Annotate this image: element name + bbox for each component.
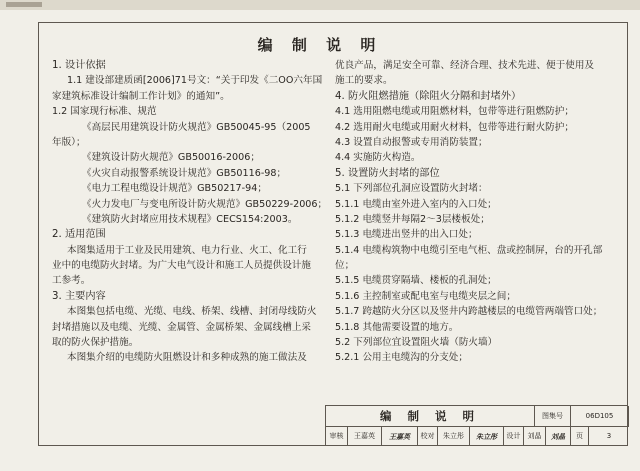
text-line: 5.1.4 电缆构筑物中电缆引至电气柜、盘或控制屏，台的开孔部 [335, 244, 603, 256]
section-heading: 4. 防火阻燃措施（除阻火分隔和封堵外） [335, 90, 522, 102]
right-text-column [335, 58, 625, 366]
top-mark [6, 2, 42, 7]
checker-name: 朱立彤 [438, 427, 470, 446]
text-line: 本图集介绍的电缆防火阻燃设计和多种成熟的施工做法及 [67, 352, 307, 364]
text-line: 5.1.2 电缆竖井每隔2～3层楼板处； [335, 213, 490, 225]
text-line: 1.1 建设部建质函[2006]71号文：“关于印发《二OO六年国 [67, 75, 323, 87]
text-line: 《火灾自动报警系统设计规范》GB50116-98； [82, 167, 287, 179]
text-line: 4.3 设置自动报警或专用消防装置； [335, 136, 488, 148]
atlas-no-label: 图集号 [535, 406, 571, 427]
text-line: 家建筑标准设计编制工作计划》的通知”。 [52, 90, 230, 102]
text-line: 4.1 选用阻燃电缆或用阻燃材料，包带等进行阻燃防护； [335, 106, 574, 118]
text-line: 5.2 下列部位宜设置阻火墙（防火墙） [335, 337, 498, 349]
text-line: 施工的要求。 [335, 75, 393, 87]
section-heading: 3. 主要内容 [52, 290, 106, 302]
text-line: 4.2 选用耐火电缆或用耐火材料，包带等进行耐火防护； [335, 121, 574, 133]
text-line: 封堵措施以及电缆、光缆、金属管、金属桥架、金属线槽上采 [52, 321, 312, 333]
text-line: 《电力工程电缆设计规范》GB50217-94； [82, 183, 267, 195]
text-line: 5.1.7 跨越防火分区以及竖井内跨越楼层的电缆管两端管口处； [335, 306, 603, 318]
reviewer-signature: 王嘉英 [382, 427, 418, 446]
text-line: 本图集适用于工业及民用建筑、电力行业、火工、化工行 [67, 244, 307, 256]
page-title: 编 制 说 明 [257, 36, 383, 54]
reviewer-name: 王嘉英 [348, 427, 382, 446]
left-text-column [52, 58, 328, 366]
review-label: 审核 [326, 427, 348, 446]
page-number: 3 [606, 432, 612, 440]
text-line: 业中的电缆防火封堵。为广大电气设计和施工人员提供设计施 [52, 260, 312, 272]
text-line: 1.2 国家现行标准、规范 [52, 106, 157, 118]
text-line: 优良产品，满足安全可靠、经济合理、技术先进、便于使用及 [335, 60, 595, 71]
text-line: 5.1 下列部位孔洞应设置防火封堵： [335, 183, 488, 195]
text-line: 5.1.6 主控制室或配电室与电缆夹层之间； [335, 290, 516, 302]
title-block [325, 405, 628, 446]
section-heading: 2. 适用范围 [52, 229, 106, 241]
text-line: 位； [335, 260, 355, 272]
text-line: 《高层民用建筑设计防火规范》GB50045-95（2005 [82, 121, 311, 133]
text-line: 5.1.1 电缆由室外进入室内的入口处； [335, 198, 497, 210]
atlas-no: 06D105 [571, 406, 629, 427]
section-heading: 1. 设计依据 [52, 60, 106, 71]
text-line: 《火力发电厂与变电所设计防火规范》GB50229-2006； [82, 198, 328, 210]
text-line: 4.4 实施防火构造。 [335, 152, 421, 164]
text-line: 《建筑防火封堵应用技术规程》CECS154:2003。 [82, 213, 298, 225]
text-line: 5.1.3 电缆进出竖井的出入口处； [335, 229, 478, 241]
check-label: 校对 [418, 427, 438, 446]
text-line: 5.2.1 公用主电缆沟的分支处； [335, 352, 468, 364]
page-label: 页 [571, 427, 589, 446]
top-band [0, 0, 640, 10]
design-label: 设计 [504, 427, 524, 446]
designer-name: 刘晶 [524, 427, 546, 446]
designer-signature: 刘晶 [546, 427, 571, 446]
title-block-title: 编 制 说 明 [326, 406, 535, 427]
text-line: 年版）； [52, 136, 86, 148]
checker-signature: 朱立彤 [470, 427, 504, 446]
text-line: 《建筑设计防火规范》GB50016-2006； [82, 152, 260, 164]
section-heading: 5. 设置防火封堵的部位 [335, 167, 440, 179]
text-line: 工参考。 [52, 275, 91, 287]
title-block-signatures [326, 427, 629, 447]
text-line: 5.1.8 其他需要设置的地方。 [335, 321, 459, 333]
text-line: 5.1.5 电缆贯穿隔墙、楼板的孔洞处； [335, 275, 497, 287]
text-line: 本图集包括电缆、光缆、电线、桥架、线槽、封闭母线防火 [67, 306, 317, 318]
text-line: 取的防火保护措施。 [52, 337, 139, 349]
